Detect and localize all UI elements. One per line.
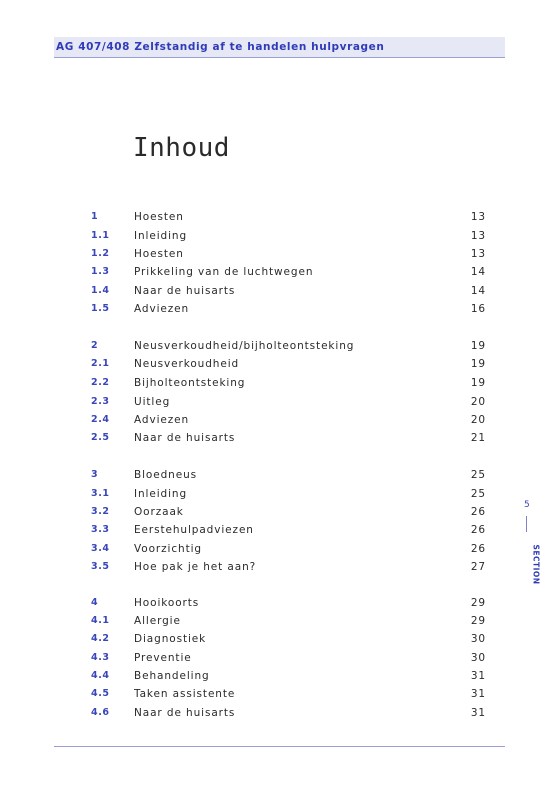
toc-entry-label: Inleiding <box>134 230 188 242</box>
toc-entry <box>0 432 550 450</box>
toc-entry <box>0 340 550 358</box>
toc-entry-label: Taken assistente <box>134 688 236 700</box>
toc-entry-label: Allergie <box>134 615 181 627</box>
toc-entry-page: 26 <box>470 506 486 518</box>
toc-entry <box>0 303 550 321</box>
toc-entry-label: Preventie <box>134 652 192 664</box>
toc-entry <box>0 488 550 506</box>
toc-entry-number: 4.6 <box>91 707 110 718</box>
toc-entry-number: 2.4 <box>91 414 110 425</box>
toc-entry <box>0 652 550 670</box>
running-header-text: AG 407/408 Zelfstandig af te handelen hulpvragen <box>56 41 385 53</box>
toc-entry-number: 1.2 <box>91 248 110 259</box>
toc-entry-label: Adviezen <box>134 303 190 315</box>
toc-entry-label: Neusverkoudheid <box>134 358 240 370</box>
toc-entry <box>0 285 550 303</box>
side-page-number: 5 <box>524 500 530 510</box>
toc-entry-page: 29 <box>470 615 486 627</box>
toc-entry-label: Hooikoorts <box>134 597 200 609</box>
toc-entry-label: Hoe pak je het aan? <box>134 561 257 573</box>
toc-entry-page: 14 <box>470 285 486 297</box>
toc-entry-label: Bloedneus <box>134 469 198 481</box>
toc-entry-number: 4.3 <box>91 652 110 663</box>
toc-entry-page: 31 <box>470 688 486 700</box>
toc-entry-number: 2.3 <box>91 396 110 407</box>
toc-entry-number: 4.5 <box>91 688 110 699</box>
toc-entry <box>0 615 550 633</box>
toc-entry-label: Behandeling <box>134 670 210 682</box>
toc-entry-label: Neusverkoudheid/bijholteontsteking <box>134 340 355 352</box>
toc-entry <box>0 688 550 706</box>
toc-entry <box>0 211 550 229</box>
running-header <box>54 37 505 58</box>
side-tab-label: SECTION <box>531 544 541 585</box>
toc-entry-page: 29 <box>470 597 486 609</box>
toc-entry-page: 26 <box>470 524 486 536</box>
toc-entry-page: 13 <box>470 211 486 223</box>
toc-entry-page: 14 <box>470 266 486 278</box>
toc-entry-page: 25 <box>470 488 486 500</box>
toc-entry-label: Hoesten <box>134 211 184 223</box>
toc-entry-number: 4 <box>91 597 99 608</box>
toc-entry <box>0 506 550 524</box>
toc-entry-number: 3.3 <box>91 524 110 535</box>
side-divider <box>526 516 527 532</box>
toc-entry-page: 13 <box>470 230 486 242</box>
toc-entry-label: Eerstehulpadviezen <box>134 524 254 536</box>
toc-entry <box>0 469 550 487</box>
toc-entry-number: 3.2 <box>91 506 110 517</box>
toc-entry <box>0 377 550 395</box>
toc-entry-page: 25 <box>470 469 486 481</box>
toc-entry-label: Naar de huisarts <box>134 285 236 297</box>
toc-entry-number: 2.2 <box>91 377 110 388</box>
toc-entry <box>0 670 550 688</box>
toc-entry-page: 27 <box>470 561 486 573</box>
toc-entry-page: 20 <box>470 396 486 408</box>
toc-entry-page: 31 <box>470 707 486 719</box>
toc-entry-page: 19 <box>470 358 486 370</box>
toc-entry-label: Inleiding <box>134 488 188 500</box>
toc-entry-number: 2 <box>91 340 99 351</box>
toc-entry-number: 2.5 <box>91 432 110 443</box>
toc-entry <box>0 707 550 725</box>
toc-entry-page: 21 <box>470 432 486 444</box>
toc-entry-number: 3.5 <box>91 561 110 572</box>
toc-entry <box>0 524 550 542</box>
toc-entry-page: 26 <box>470 543 486 555</box>
toc-entry-number: 3 <box>91 469 99 480</box>
toc-entry <box>0 248 550 266</box>
toc-entry-label: Diagnostiek <box>134 633 207 645</box>
toc-entry-page: 30 <box>470 633 486 645</box>
toc-entry-page: 30 <box>470 652 486 664</box>
toc-entry-number: 1.3 <box>91 266 110 277</box>
toc-entry-number: 3.1 <box>91 488 110 499</box>
toc-entry <box>0 230 550 248</box>
toc-entry-page: 16 <box>470 303 486 315</box>
toc-entry-label: Naar de huisarts <box>134 707 236 719</box>
page-title: Inhoud <box>133 133 230 163</box>
toc-entry-label: Oorzaak <box>134 506 184 518</box>
toc-entry-label: Uitleg <box>134 396 171 408</box>
toc-entry-number: 3.4 <box>91 543 110 554</box>
toc-entry <box>0 358 550 376</box>
toc-entry-page: 19 <box>470 377 486 389</box>
toc-entry-number: 1.4 <box>91 285 110 296</box>
toc-entry-label: Naar de huisarts <box>134 432 236 444</box>
toc-entry <box>0 414 550 432</box>
toc-entry-number: 1 <box>91 211 99 222</box>
toc-entry <box>0 266 550 284</box>
footer-rule <box>54 746 505 747</box>
toc-entry-number: 4.2 <box>91 633 110 644</box>
toc-entry-page: 19 <box>470 340 486 352</box>
toc-entry-label: Hoesten <box>134 248 184 260</box>
toc-entry <box>0 561 550 579</box>
toc-entry-number: 1.1 <box>91 230 110 241</box>
toc-entry-page: 20 <box>470 414 486 426</box>
toc-entry <box>0 396 550 414</box>
toc-entry-number: 2.1 <box>91 358 110 369</box>
toc-entry-number: 4.4 <box>91 670 110 681</box>
toc-entry-label: Prikkeling van de luchtwegen <box>134 266 314 278</box>
toc-entry-number: 4.1 <box>91 615 110 626</box>
toc-entry-label: Voorzichtig <box>134 543 202 555</box>
toc-entry <box>0 543 550 561</box>
toc-entry-page: 13 <box>470 248 486 260</box>
toc-entry-number: 1.5 <box>91 303 110 314</box>
toc-entry <box>0 597 550 615</box>
toc-entry-page: 31 <box>470 670 486 682</box>
toc-entry <box>0 633 550 651</box>
toc-entry-label: Bijholteontsteking <box>134 377 246 389</box>
toc-entry-label: Adviezen <box>134 414 190 426</box>
